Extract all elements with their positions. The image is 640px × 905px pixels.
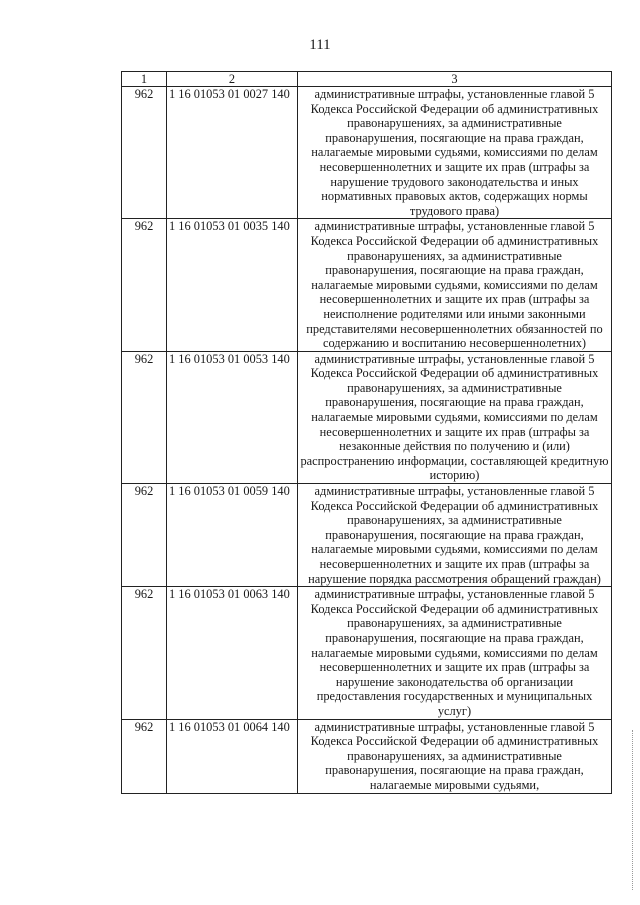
admin-code-cell: 962 <box>122 719 167 793</box>
description-cell: административные штрафы, установленные главой 5 Кодекса Российской Федерации об административных правонарушениях, за административные правонарушения, посягающие на права граждан, налагаемые мировыми судьями, комиссиями по делам несовершеннолетних и защите их прав (штрафы за нарушение порядка рассмотрения обращений граждан) <box>298 484 612 587</box>
table-header <box>122 72 612 87</box>
budget-code-cell: 1 16 01053 01 0053 140 <box>167 351 298 483</box>
table-row <box>122 484 612 587</box>
admin-code-cell: 962 <box>122 587 167 719</box>
header-col-1: 1 <box>122 72 167 87</box>
budget-code-cell: 1 16 01053 01 0035 140 <box>167 219 298 351</box>
table-row <box>122 219 612 351</box>
budget-code-cell: 1 16 01053 01 0064 140 <box>167 719 298 793</box>
table-row <box>122 351 612 483</box>
budget-classification-table <box>121 71 612 794</box>
table-row <box>122 587 612 719</box>
budget-code-cell: 1 16 01053 01 0027 140 <box>167 87 298 219</box>
page-number: 111 <box>309 37 331 53</box>
description-cell: административные штрафы, установленные главой 5 Кодекса Российской Федерации об административных правонарушениях, за административные правонарушения, посягающие на права граждан, налагаемые мировыми судьями, комиссиями по делам несовершеннолетних и защите их прав (штрафы за нарушение законодательства об организации предоставления государственных и муниципальных услуг) <box>298 587 612 719</box>
admin-code-cell: 962 <box>122 219 167 351</box>
description-cell: административные штрафы, установленные главой 5 Кодекса Российской Федерации об административных правонарушениях, за административные правонарушения, посягающие на права граждан, налагаемые мировыми судьями, <box>298 719 612 793</box>
header-col-3: 3 <box>298 72 612 87</box>
admin-code-cell: 962 <box>122 484 167 587</box>
description-cell: административные штрафы, установленные главой 5 Кодекса Российской Федерации об административных правонарушениях, за административные правонарушения, посягающие на права граждан, налагаемые мировыми судьями, комиссиями по делам несовершеннолетних и защите их прав (штрафы за нарушение трудового законодательства и иных нормативных правовых актов, содержащих нормы трудового права) <box>298 87 612 219</box>
table-row <box>122 719 612 793</box>
header-row <box>122 72 612 87</box>
header-col-2: 2 <box>167 72 298 87</box>
admin-code-cell: 962 <box>122 351 167 483</box>
description-cell: административные штрафы, установленные главой 5 Кодекса Российской Федерации об административных правонарушениях, за административные правонарушения, посягающие на права граждан, налагаемые мировыми судьями, комиссиями по делам несовершеннолетних и защите их прав (штрафы за незаконные действия по получению и (или) распространению информации, составляющей кредитную историю) <box>298 351 612 483</box>
table-body <box>122 87 612 794</box>
scan-edge-mark <box>632 730 636 890</box>
admin-code-cell: 962 <box>122 87 167 219</box>
table-row <box>122 87 612 219</box>
budget-code-cell: 1 16 01053 01 0063 140 <box>167 587 298 719</box>
budget-code-cell: 1 16 01053 01 0059 140 <box>167 484 298 587</box>
description-cell: административные штрафы, установленные главой 5 Кодекса Российской Федерации об административных правонарушениях, за административные правонарушения, посягающие на права граждан, налагаемые мировыми судьями, комиссиями по делам несовершеннолетних и защите их прав (штрафы за неисполнение родителями или иными законными представителями несовершеннолетних обязанностей по содержанию и воспитанию несовершеннолетних) <box>298 219 612 351</box>
